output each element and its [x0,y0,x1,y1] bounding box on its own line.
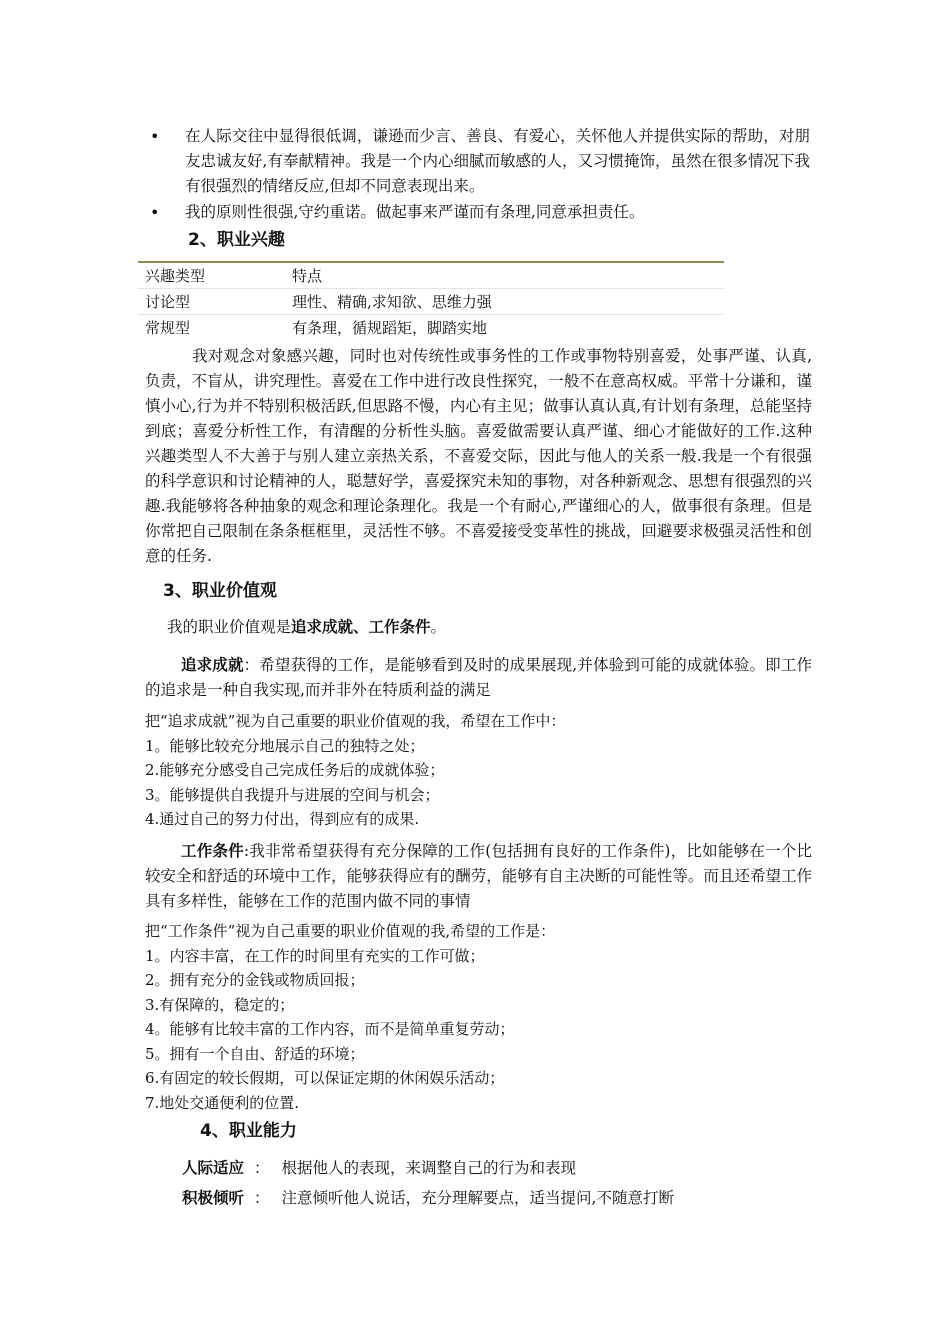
ability-label: 积极倾听 [182,1189,245,1207]
values-intro-keywords: 追求成就、工作条件 [291,618,431,636]
achieve-label: 追求成就 [181,656,244,674]
list-item: 3.有保障的，稳定的； [145,995,295,1014]
interest-paragraph: 我对观念对象感兴趣，同时也对传统性或事务性的工作或事物特别喜爱，处事严谨、认真,负责，不盲从，讲究理性。喜爱在工作中进行改良性探究，一般不在意高权威。平常十分谦和，谨慎小心,行为并不特别积极活跃,但思路不慢，内心有主见；做事认真认真,有计划有条理，总能坚持到底；喜爱分析性工作，有清醒的分析性头脑。喜爱做需要认真严谨、细心才能做好的工作.这种兴趣类型人不大善于与别人建立亲热关系，不喜爱交际，因此与他人的关系一般.我是一个有很强的科学意识和讨论精神的人，聪慧好学，喜爱探究未知的事物，对各种新观念、思想有很强烈的兴趣.我能够将各种抽象的观念和理论条理化。我是一个有耐心,严谨细心的人，做事很有条理。但是你常把自己限制在条条框框里，灵活性不够。不喜爱接受变革性的挑战，回避要求极强灵活性和创意的任务. [145,347,812,565]
values-intro-prefix: 我的职业价值观是 [167,618,292,636]
bullet-item [150,200,810,225]
table-header-row [138,262,724,289]
ability-label: 人际适应 [182,1159,245,1177]
list-item: 2.能够充分感受自己完成任务后的成就体验； [145,761,445,779]
section-heading-interest: 2、职业兴趣 [188,230,285,250]
ability-item [182,1157,576,1179]
bullet-item [150,124,810,199]
table-cell: 常规型 [145,319,191,337]
section-heading-values: 3、职业价值观 [163,581,277,601]
table-row [138,315,724,341]
section-heading-abilities: 4、职业能力 [200,1121,297,1141]
list-item: 6.有固定的较长假期，可以保证定期的休闲娱乐活动； [145,1069,505,1087]
achieve-paragraph [145,653,812,703]
table-header-cell: 特点 [285,262,724,289]
list-item: 把“工作条件”视为自己重要的职业价值观的我,希望的工作是： [145,922,556,940]
list-item: 1。能够比较充分地展示自己的独特之处； [145,736,425,755]
list-item: 4。能够有比较丰富的工作内容，而不是简单重复劳动； [145,1020,515,1038]
interest-table [138,261,724,340]
work-conditions-label: 工作条件 [181,842,244,860]
list-item: 4.通过自己的努力付出，得到应有的成果. [145,810,420,828]
work-conditions-list [145,919,812,1115]
table-header-cell: 兴趣类型 [138,262,285,289]
work-conditions-text: :我非常希望获得有充分保障的工作(包括拥有良好的工作条件)，比如能够在一个比较安全和舒适的环境中工作，能够获得应有的酬劳，能够有自主决断的可能性等。而且还希望工作具有多样性，能够在工作的范围内做不同的事情 [145,842,812,910]
ability-separator: ： [254,1189,270,1207]
bullet-text: 在人际交往中显得很低调，谦逊而少言、善良、有爱心，关怀他人并提供实际的帮助，对朋友忠诚友好,有奉献精神。我是一个内心细腻而敏感的人，又习惯掩饰，虽然在很多情况下我有很强烈的情绪反应,但却不同意表现出来。 [185,127,810,195]
bullet-icon: • [150,203,160,222]
table-cell: 理性、精确,求知欲、思维力强 [285,289,724,315]
ability-text: 根据他人的表现，来调整自己的行为和表现 [281,1159,577,1177]
values-intro-suffix: 。 [430,618,447,636]
list-item: 把“追求成就”视为自己重要的职业价值观的我，希望在工作中： [145,712,566,730]
list-item: 5。拥有一个自由、舒适的环境； [145,1044,365,1063]
list-item: 1。内容丰富，在工作的时间里有充实的工作可做； [145,946,485,965]
bullet-icon: • [150,127,160,146]
list-item: 3。能够提供自我提升与进展的空间与机会； [145,785,440,804]
bullet-text: 我的原则性很强,守约重诺。做起事来严谨而有条理,同意承担责任。 [185,203,645,221]
values-intro [145,615,812,640]
ability-text: 注意倾听他人说话，充分理解要点，适当提问,不随意打断 [281,1189,674,1207]
ability-item [182,1187,674,1209]
ability-separator: ： [254,1159,270,1177]
table-cell: 有条理，循规蹈矩，脚踏实地 [292,319,488,337]
work-conditions-paragraph [145,839,812,914]
achieve-text: ：希望获得的工作，是能够看到及时的成果展现,并体验到可能的成就体验。即工作的追求是一种自我实现,而并非外在特质利益的满足 [145,656,812,699]
bullet-list [150,124,810,225]
table-row [138,289,724,315]
achieve-list [145,709,812,832]
table-cell: 讨论型 [138,289,285,315]
list-item: 7.地处交通便利的位置. [145,1093,300,1112]
list-item: 2。拥有充分的金钱或物质回报； [145,971,365,989]
